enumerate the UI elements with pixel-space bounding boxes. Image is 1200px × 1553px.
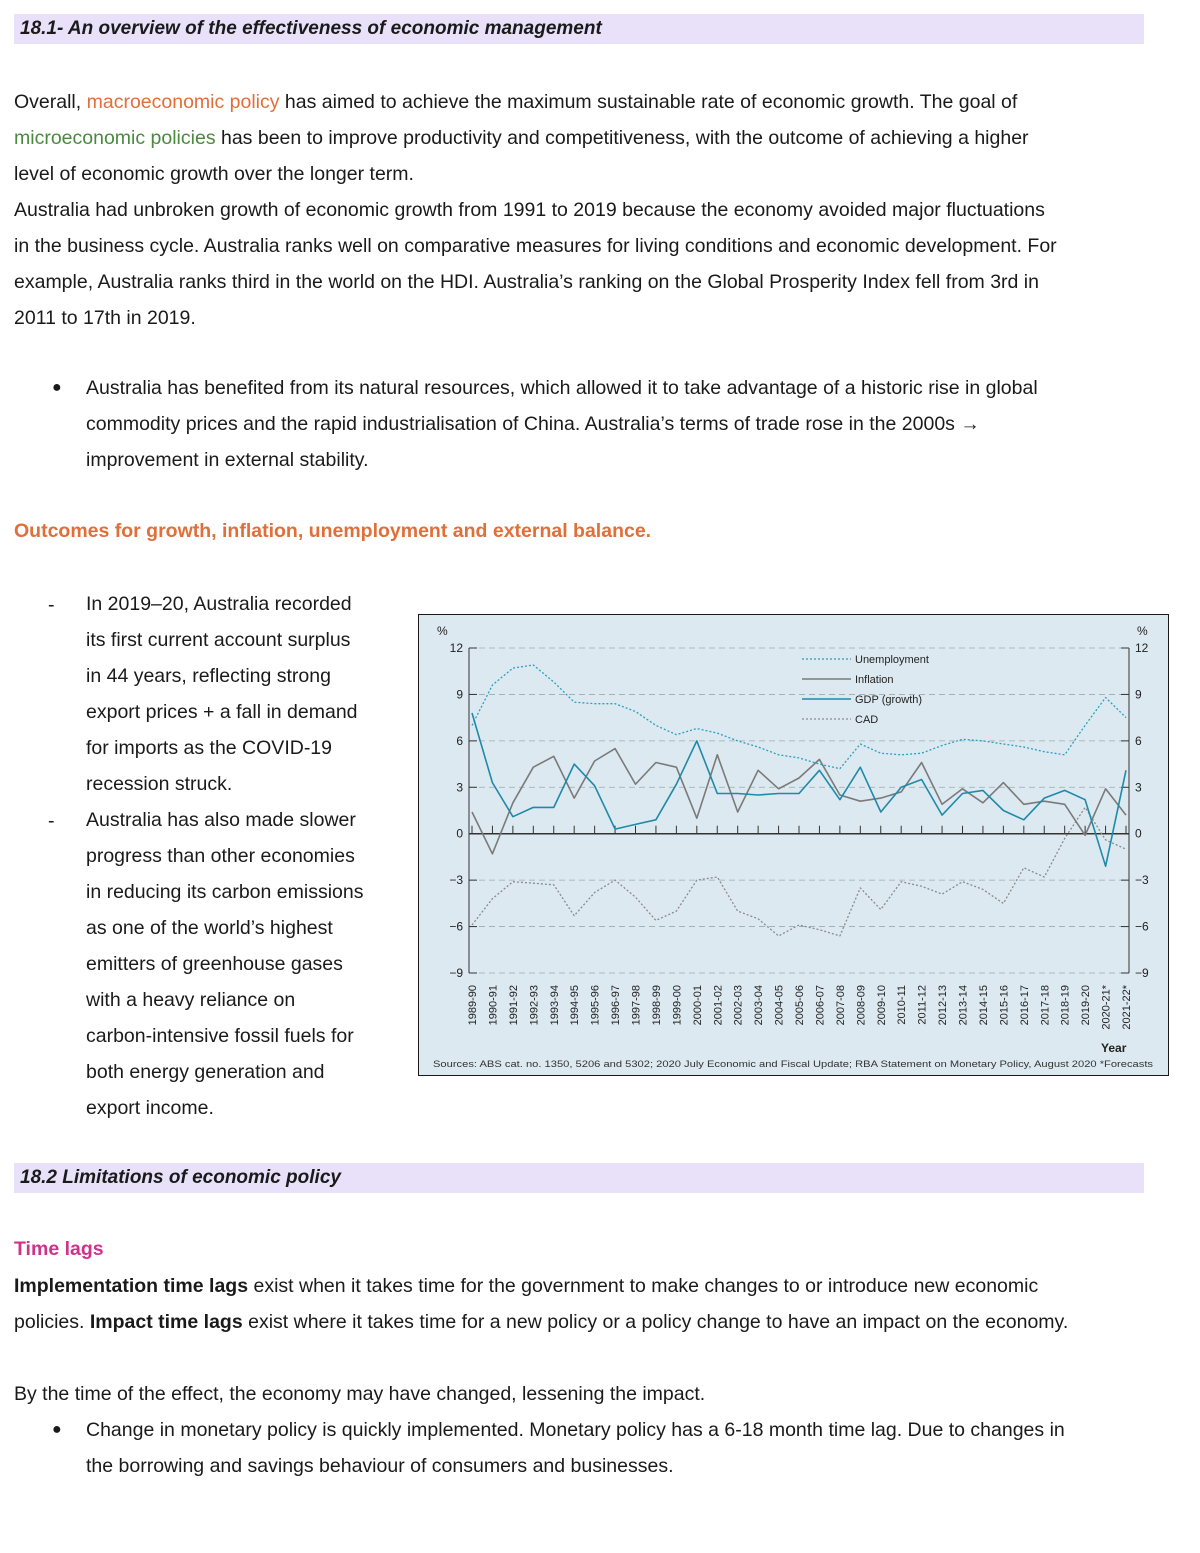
series-lines bbox=[472, 665, 1126, 936]
x-tick-label: 1990-91 bbox=[487, 985, 500, 1026]
y-tick-label-right: 0 bbox=[1135, 826, 1142, 841]
x-tick-label: 2014-15 bbox=[977, 985, 990, 1026]
text-line: export income. bbox=[86, 1097, 214, 1119]
x-axis-ticks bbox=[467, 826, 1133, 1030]
text-line bbox=[14, 1304, 1174, 1340]
x-tick-label: 2010-11 bbox=[896, 985, 909, 1025]
x-tick-label: 2004-05 bbox=[773, 985, 786, 1026]
y-axis-ticks bbox=[449, 641, 1149, 980]
text-line: In 2019–20, Australia recorded bbox=[86, 593, 352, 615]
text-line: in 44 years, reflecting strong bbox=[86, 665, 331, 687]
bullet-text bbox=[86, 370, 1038, 478]
bold-term: Implementation time lags bbox=[14, 1275, 249, 1297]
x-tick-label: 1996-97 bbox=[610, 985, 623, 1026]
text-line: export prices + a fall in demand bbox=[86, 701, 358, 723]
section-heading-band bbox=[14, 1163, 1144, 1193]
text-line: its first current account surplus bbox=[86, 629, 351, 651]
y-tick-label-right: 3 bbox=[1135, 780, 1142, 795]
y-tick-label-right: −6 bbox=[1135, 919, 1149, 934]
x-tick-label: 2018-19 bbox=[1059, 985, 1072, 1026]
x-tick-label: 1989-90 bbox=[467, 985, 479, 1026]
x-tick-label: 2019-20 bbox=[1080, 985, 1093, 1026]
bullet-text bbox=[86, 1412, 1065, 1484]
section-heading: 18.2 Limitations of economic policy bbox=[20, 1167, 341, 1188]
text-line: recession struck. bbox=[86, 773, 233, 795]
y-tick-label-right: 9 bbox=[1135, 687, 1142, 702]
dash-icon: - bbox=[48, 594, 55, 616]
text-line: in reducing its carbon emissions bbox=[86, 881, 364, 903]
legend-label: CAD bbox=[855, 714, 879, 726]
x-tick-label: 2013-14 bbox=[957, 985, 970, 1026]
x-tick-label: 2020-21* bbox=[1100, 985, 1113, 1030]
x-tick-label: 1995-96 bbox=[589, 985, 602, 1026]
y-tick-label-left: 6 bbox=[456, 733, 463, 748]
x-tick-label: 1998-99 bbox=[650, 985, 663, 1026]
x-tick-label: 2021-22* bbox=[1121, 985, 1133, 1030]
x-tick-label: 1997-98 bbox=[630, 985, 643, 1026]
x-tick-label: 1994-95 bbox=[569, 985, 582, 1026]
y-tick-label-right: 12 bbox=[1135, 641, 1149, 655]
text-line: Change in monetary policy is quickly implemented. Monetary policy has a 6-18 month time lag. Due to changes in bbox=[86, 1419, 1065, 1441]
dash-icon: - bbox=[48, 810, 55, 832]
x-axis-label: Year bbox=[1101, 1041, 1127, 1055]
y-tick-label-left: 9 bbox=[456, 687, 463, 702]
text-line: with a heavy reliance on bbox=[86, 989, 296, 1011]
intro-paragraph bbox=[14, 84, 1174, 336]
section-heading-band bbox=[14, 14, 1144, 44]
x-tick-label: 2009-10 bbox=[875, 985, 888, 1026]
x-tick-label: 1992-93 bbox=[528, 985, 541, 1026]
x-tick-label: 2016-17 bbox=[1018, 985, 1031, 1026]
x-tick-label: 2000-01 bbox=[691, 985, 704, 1026]
bold-term: Impact time lags bbox=[89, 1311, 243, 1333]
macroeconomic-policy-term: macroeconomic policy bbox=[86, 91, 280, 113]
chart-svg bbox=[419, 615, 1167, 1074]
series-line-unemployment bbox=[472, 665, 1126, 769]
text-line: progress than other economies bbox=[86, 845, 355, 867]
text-line: as one of the world’s highest bbox=[86, 917, 333, 939]
time-lags-paragraph bbox=[14, 1268, 1174, 1340]
text-line: Australia has also made slower bbox=[86, 809, 356, 831]
y-tick-label-left: −3 bbox=[449, 873, 463, 888]
outcomes-heading: Outcomes for growth, inflation, unemployment and external balance. bbox=[14, 520, 652, 542]
text-line: commodity prices and the rapid industrialisation of China. Australia’s terms of trade rose in the 2000s → bbox=[86, 413, 980, 435]
y-tick-label-left: −6 bbox=[449, 919, 463, 934]
x-tick-label: 2012-13 bbox=[937, 985, 950, 1026]
economic-outcomes-chart bbox=[418, 614, 1169, 1076]
text-line: for imports as the COVID-19 bbox=[86, 737, 332, 759]
bullet-icon: ● bbox=[52, 1421, 62, 1438]
x-tick-label: 2001-02 bbox=[712, 985, 725, 1026]
text-run: Overall, bbox=[14, 91, 87, 113]
text-run: has been to improve productivity and competitiveness, with the outcome of achieving a higher bbox=[215, 127, 1029, 149]
text-line: 2011 to 17th in 2019. bbox=[14, 307, 196, 329]
text-line: Australia has benefited from its natural resources, which allowed it to take advantage of a historic rise in global bbox=[86, 377, 1038, 399]
y-unit-right: % bbox=[1137, 624, 1148, 638]
x-tick-label: 1991-92 bbox=[507, 985, 520, 1026]
legend bbox=[802, 654, 929, 726]
text-line: Australia had unbroken growth of economic growth from 1991 to 2019 because the economy avoided major fluctuations bbox=[14, 199, 1045, 221]
text-line: example, Australia ranks third in the world on the HDI. Australia’s ranking on the Global Prosperity Index fell from 3rd in bbox=[14, 271, 1039, 293]
text-line: the borrowing and savings behaviour of consumers and businesses. bbox=[86, 1455, 674, 1477]
y-unit-left: % bbox=[437, 624, 448, 638]
text-line bbox=[14, 84, 1174, 120]
series-line-inflation bbox=[472, 749, 1126, 854]
y-tick-label-right: −9 bbox=[1135, 966, 1149, 980]
gridlines bbox=[469, 648, 1129, 973]
text-line: emitters of greenhouse gases bbox=[86, 953, 343, 975]
dash-item-a bbox=[86, 586, 358, 802]
section-heading: 18.1- An overview of the effectiveness of economic management bbox=[20, 18, 602, 39]
x-tick-label: 2015-16 bbox=[998, 985, 1011, 1026]
y-tick-label-left: 3 bbox=[456, 780, 463, 795]
x-tick-label: 2005-06 bbox=[794, 985, 806, 1026]
text-line bbox=[14, 1268, 1174, 1304]
microeconomic-policies-term: microeconomic policies bbox=[14, 127, 216, 149]
text-run: policies. bbox=[14, 1311, 90, 1333]
x-tick-label: 1993-94 bbox=[548, 985, 561, 1026]
y-tick-label-right: 6 bbox=[1135, 733, 1142, 748]
text-run: exist where it takes time for a new policy or a policy change to have an impact on the economy. bbox=[242, 1311, 1069, 1333]
legend-label: GDP (growth) bbox=[855, 694, 923, 706]
text-line: in the business cycle. Australia ranks well on comparative measures for living conditions and economic development. For bbox=[14, 235, 1057, 257]
text-line: both energy generation and bbox=[86, 1061, 325, 1083]
text-line bbox=[14, 120, 1174, 156]
x-tick-label: 1999-00 bbox=[671, 985, 684, 1026]
x-tick-label: 2017-18 bbox=[1039, 985, 1052, 1026]
bullet-icon: ● bbox=[52, 379, 62, 396]
x-tick-label: 2007-08 bbox=[834, 985, 847, 1026]
x-tick-label: 2008-09 bbox=[855, 985, 868, 1026]
text-line: carbon-intensive fossil fuels for bbox=[86, 1025, 354, 1047]
y-tick-label-left: 12 bbox=[449, 641, 463, 655]
dash-item-b bbox=[86, 802, 363, 1126]
legend-label: Inflation bbox=[855, 674, 894, 686]
x-tick-label: 2011-12 bbox=[916, 985, 929, 1025]
text-line: improvement in external stability. bbox=[86, 449, 369, 471]
x-tick-label: 2002-03 bbox=[732, 985, 745, 1026]
text-line: level of economic growth over the longer term. bbox=[14, 163, 414, 185]
text-run: exist when it takes time for the government to make changes to or introduce new economic bbox=[248, 1275, 1039, 1297]
y-tick-label-left: 0 bbox=[456, 826, 463, 841]
time-lags-heading: Time lags bbox=[14, 1238, 104, 1260]
x-tick-label: 2006-07 bbox=[814, 985, 827, 1026]
chart-source: Sources: ABS cat. no. 1350, 5206 and 5302; 2020 July Economic and Fiscal Update; RBA Statement on Monetary Policy, August 2020 *Forecasts bbox=[433, 1059, 1154, 1069]
effect-paragraph: By the time of the effect, the economy may have changed, lessening the impact. bbox=[14, 1383, 706, 1405]
text-run: has aimed to achieve the maximum sustainable rate of economic growth. The goal of bbox=[279, 91, 1018, 113]
legend-label: Unemployment bbox=[855, 654, 929, 666]
y-tick-label-right: −3 bbox=[1135, 873, 1149, 888]
y-tick-label-left: −9 bbox=[449, 966, 463, 980]
x-tick-label: 2003-04 bbox=[753, 985, 766, 1026]
